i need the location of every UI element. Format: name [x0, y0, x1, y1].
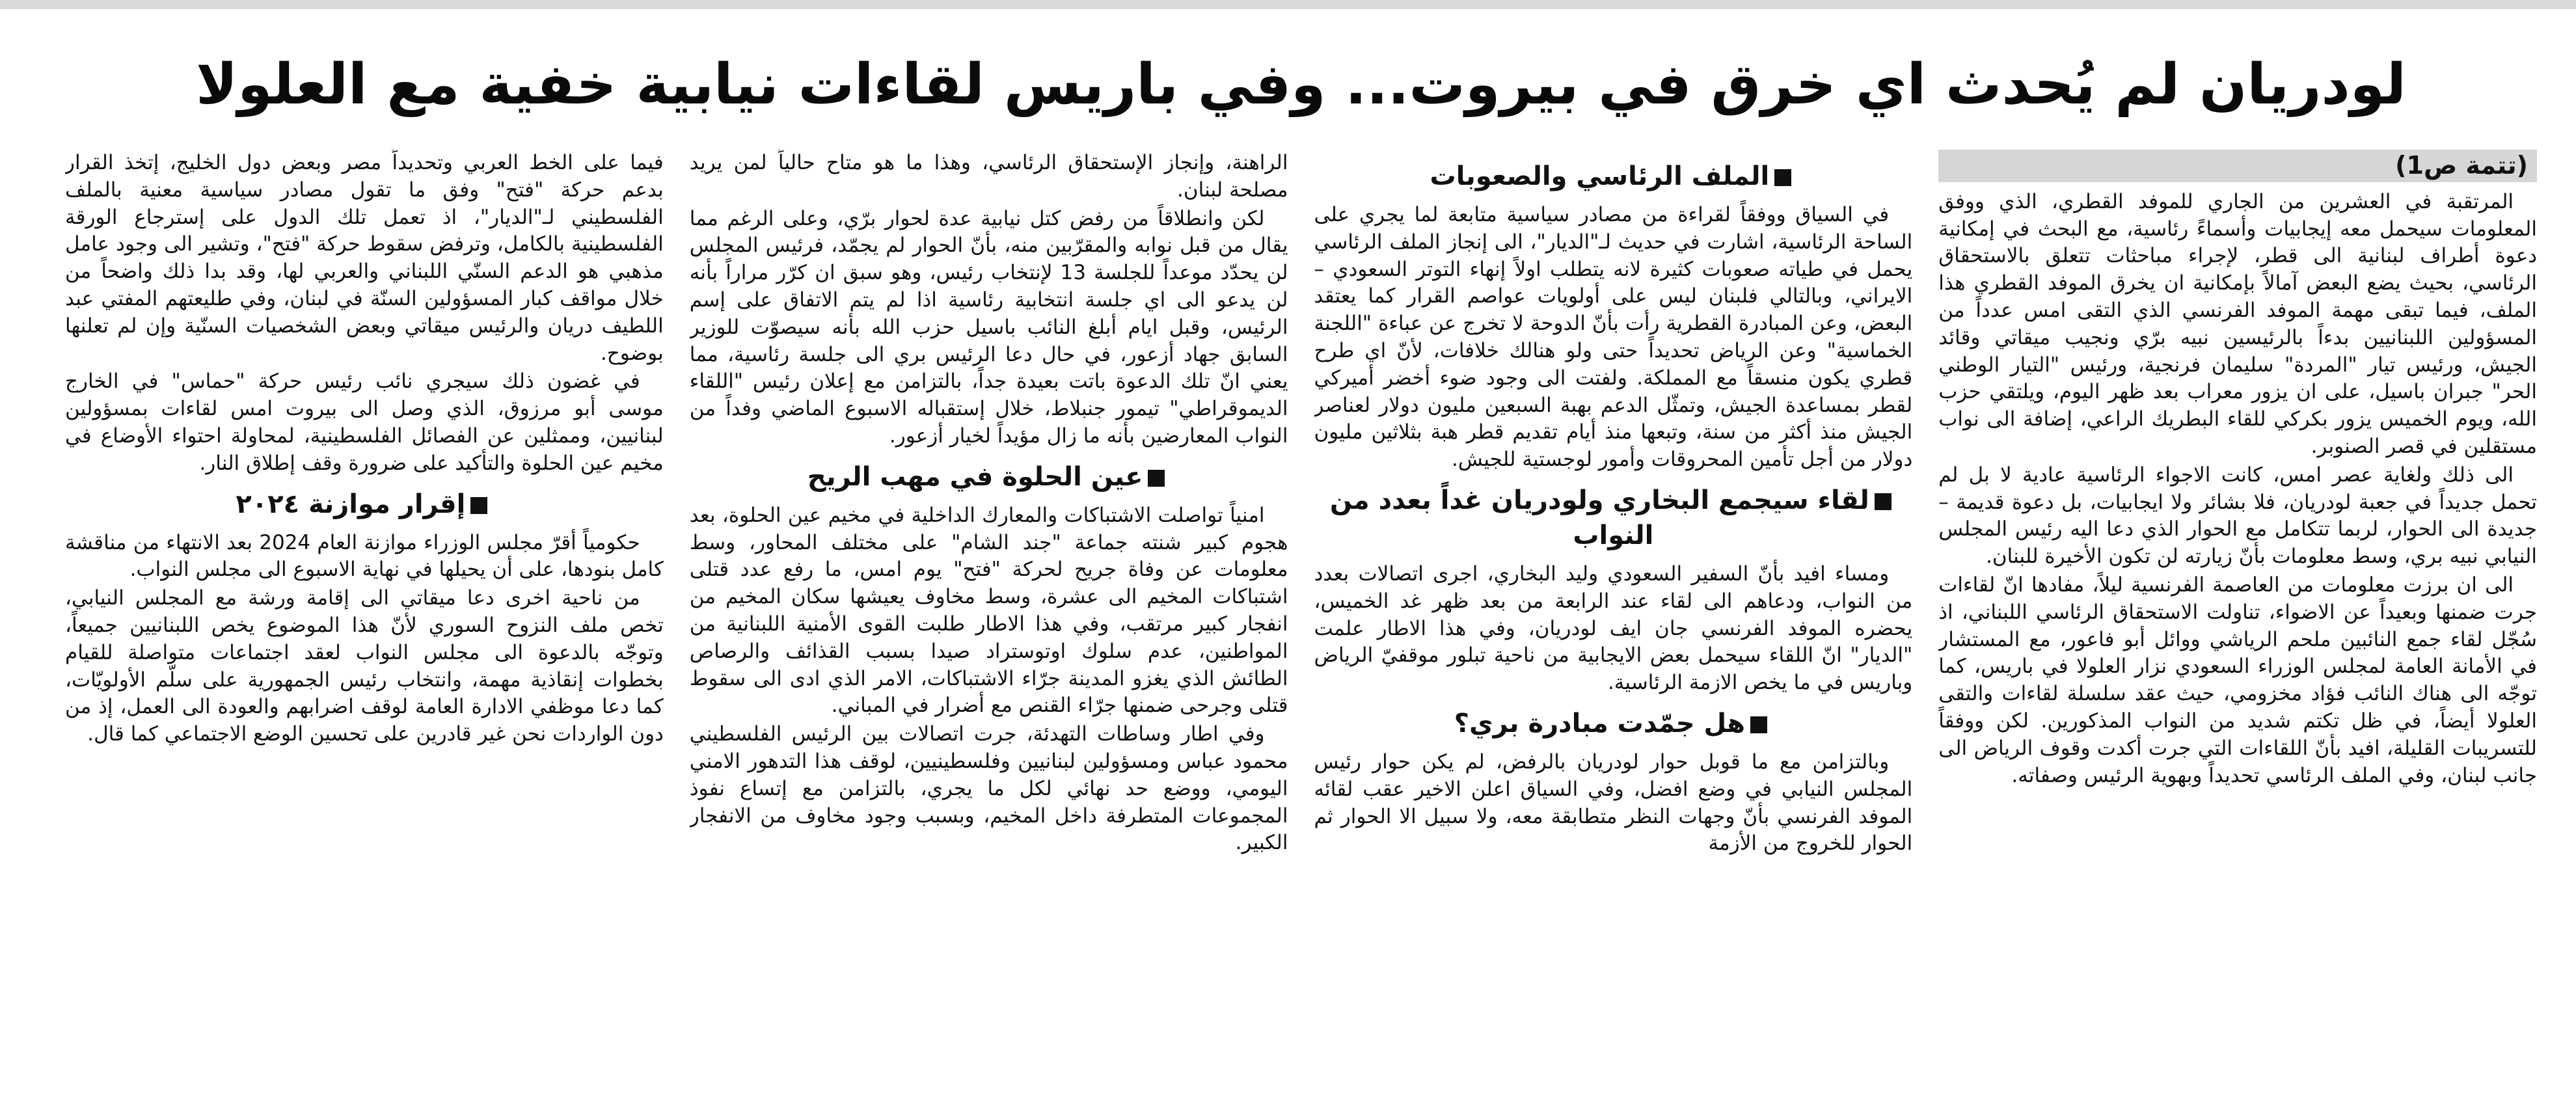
article-paragraph: الى ذلك ولغاية عصر امس، كانت الاجواء الرئاسية عادية لا بل لم تحمل جديداً في جعبة لودريان، فلا بشائر ولا ايجابيات، بل دعوة قديمة – جديدة الى الحوار، لربما تتكامل مع الحوار الذي دعا اليه رئيس المجلس النيابي نبيه بري، وسط معلومات بأنّ زيارته لن تكون الأخيرة للبنان. — [1938, 463, 2537, 569]
subheading-text: لقاء سيجمع البخاري ولودريان غداً بعدد من النواب — [1329, 485, 1869, 550]
article-paragraph: من ناحية اخرى دعا ميقاتي الى إقامة ورشة مع المجلس النيابي، تخص ملف النزوح السوري لأنّ هذا الموضوع يخص اللبنانيين جميعاً، وتوجّه بالدعوة الى مجلس النواب لعقد اجتماعات متواصلة للقيام بخطوات إنقاذية مهمة، وانتخاب رئيس الجمهورية على سلّم الأولويّات، كما دعا موظفي الادارة العامة لوقف اضرابهم والعودة الى العمل، إذ من دون الواردات نحن غير قادرين على تحسين الوضع الاجتماعي كما قال. — [65, 586, 664, 746]
section-subheading — [690, 459, 1288, 495]
square-bullet-icon — [1148, 470, 1165, 487]
section-subheading — [1314, 706, 1913, 741]
square-bullet-icon — [1774, 169, 1791, 186]
square-bullet-icon — [1750, 716, 1767, 733]
page-headline: لودريان لم يُحدث اي خرق في بيروت... وفي باريس لقاءات نيابية خفية مع العلولا — [196, 52, 2406, 117]
square-bullet-icon — [470, 497, 487, 514]
top-rule — [0, 0, 2576, 9]
article-paragraph: امنياً تواصلت الاشتباكات والمعارك الداخلية في مخيم عين الحلوة، بعد هجوم كبير شنته جماعة "جند الشام" على مختلف المحاور، وسط معلومات عن وفاة جريح لحركة "فتح" يوم امس، ما رفع عدد قتلى اشتباكات المخيم الى عشرة، وسط مخاوف يعيشها سكان المخيم من انفجار كبير مرتقب، وفي هذا الاطار طلبت القوى الأمنية اللبنانية من المواطنين، عدم سلوك اوتوستراد صيدا بسبب القذائف والرصاص الطائش الذي يغزو المدينة جرّاء الاشتباكات، الامر الذي ادى الى سقوط قتلى وجرحى ضمنها جرّاء القنص مع أضرار في المباني. — [689, 503, 1288, 718]
article-paragraph: فيما على الخط العربي وتحديداً مصر وبعض دول الخليج، إتخذ القرار بدعم حركة "فتح" وفق ما تقول مصادر سياسية معنية بالملف الفلسطيني لـ"الديار"، اذ تعمل تلك الدول على إسترجاع الورقة الفلسطينية بالكامل، وترفض سقوط حركة "فتح"، وتشير الى وجود عامل مذهبي هو الدعم السنّي اللبناني والعربي لها، وقد بدا ذلك واضحاً من خلال مواقف كبار المسؤولين السنّة في لبنان، وفي طليعتهم المفتي عبد اللطيف دريان والرئيس ميقاتي وبعض الشخصيات السنّية وإن لم تعلنها بوضوح. — [65, 151, 664, 365]
article-column-3 — [690, 150, 1288, 1099]
article-paragraph: المرتقبة في العشرين من الجاري للموفد القطري، الذي ووفق المعلومات سيحمل معه إيجابيات وأسماءً رئاسية، مع البحث في إمكانية دعوة أطراف لبنانية الى قطر، لإجراء مباحثات تتعلق بالاستحقاق الرئاسي، بحيث يضع البعض آمالاً بإمكانية ان يخرق الموفد القطري هذا الملف، فيما تبقى مهمة الموفد الفرنسي الذي التقى امس عدداً من المسؤولين اللبنانيين بدءاً بالرئيسين نبيه برّي ونجيب ميقاتي وقائد الجيش، ورئيس تيار "المردة" سليمان فرنجية، ورئيس "التيار الوطني الحر" جبران باسيل، على ان يزور معراب بعد ظهر اليوم، ويلتقي حزب الله، ويوم الخميس يزور بكركي للقاء البطريك الراعي، إضافة الى نواب مستقلين في قصر الصنوبر. — [1938, 189, 2537, 458]
subheading-text: الملف الرئاسي والصعوبات — [1430, 161, 1770, 191]
article-paragraph: لكن وانطلاقاً من رفض كتل نيابية عدة لحوار برّي، وعلى الرغم مما يقال من قبل نوابه والمقرّبين منه، بأنّ الحوار لم يجمّد، فرئيس المجلس لن يحدّد موعداً للجلسة 13 لإنتخاب رئيس، وهو سبق ان كرّر مراراً بأنه لن يدعو الى اي جلسة انتخابية رئاسية اذا لم يتم الاتفاق على إسم الرئيس، وقبل ايام أبلغ النائب باسيل حزب الله بأنه سيصوّت للوزير السابق جهاد أزعور، في حال دعا الرئيس بري الى جلسة رئاسية، مما يعني انّ تلك الدعوة باتت بعيدة جداً، بالتزامن مع إعلان رئيس "اللقاء الديموقراطي" تيمور جنبلاط، خلال إستقباله الاسبوع الماضي وفداً من النواب المعارضين بأنه ما زال مؤيداً لخيار أزعور. — [689, 206, 1288, 448]
article-column-4 — [65, 150, 664, 1099]
article-columns — [65, 150, 2537, 1099]
section-subheading — [65, 487, 664, 522]
article-column-1 — [1938, 150, 2537, 1099]
section-subheading — [1314, 159, 1913, 194]
subheading-text: عين الحلوة في مهب الريح — [807, 461, 1143, 492]
article-paragraph: حكومياً أقرّ مجلس الوزراء موازنة العام 2024 بعد الانتهاء من مناقشة كامل بنودها، على أن يحيلها في نهاية الاسبوع الى مجلس النواب. — [65, 530, 664, 582]
article-column-2 — [1314, 150, 1913, 1099]
square-bullet-icon — [1875, 493, 1891, 510]
section-subheading — [1314, 483, 1913, 553]
continuation-label: (تتمة ص1) — [1938, 150, 2537, 182]
article-paragraph: وبالتزامن مع ما قوبل حوار لودريان بالرفض، لم يكن حوار رئيس المجلس النيابي في وضع افضل، وفي السياق اعلن الاخير عقب لقائه الموفد الفرنسي بأنّ وجهات النظر متطابقة معه، ولا سبيل الا الحوار ثم الحوار للخروج من الأزمة — [1314, 750, 1913, 856]
article-paragraph: الراهنة، وإنجاز الإستحقاق الرئاسي، وهذا ما هو متاح حالياً لمن يريد مصلحة لبنان. — [689, 151, 1288, 202]
article-paragraph: ومساء افيد بأنّ السفير السعودي وليد البخاري، اجرى اتصالات بعدد من النواب، ودعاهم الى لقاء عند الرابعة من بعد ظهر غد الخميس، يحضره الموفد الفرنسي جان ايف لودريان، وفي هذا الاطار علمت "الديار" انّ اللقاء سيحمل بعض الايجابية من ناحية تبلور موقفيّ الرياض وباريس في ما يخص الازمة الرئاسية. — [1314, 562, 1913, 695]
subheading-text: هل جمّدت مبادرة بري؟ — [1454, 708, 1745, 739]
article-paragraph: في غضون ذلك سيجري نائب رئيس حركة "حماس" في الخارج موسى أبو مرزوق، الذي وصل الى بيروت امس لقاءات بمسؤولين لبنانيين، وممثلين عن الفصائل الفلسطينية، لمحاولة احتواء الأوضاع في مخيم عين الحلوة والتأكيد على ضرورة وقف إطلاق النار. — [65, 370, 664, 475]
article-paragraph: في السياق ووفقاً لقراءة من مصادر سياسية متابعة لما يجري على الساحة الرئاسية، اشارت في حديث لـ"الديار"، الى إنجاز الملف الرئاسي يحمل في طياته صعوبات كثيرة لانه يتطلب اولاً إنهاء التوتر السعودي – الايراني، وبالتالي فلبنان ليس على أولويات عواصم القرار كما يعتقد البعض، وعن المبادرة القطرية رأت بأنّ الدوحة لا تخرج عن عباءة "اللجنة الخماسية" وعن الرياض تحديداً حتى ولو هنالك خلافات، لأنّ اي طرح قطري يكون منسقاً مع المملكة. ولفتت الى وجود ضوء أخضر أميركي لقطر بمساعدة الجيش، وتمثّل الدعم بهبة السبعين مليون دولار لعناصر الجيش منذ أكثر من سنة، وتبعها منذ أيام تقديم قطر هبة بثلاثين مليون دولار من أجل تأمين المحروقات وأمور لوجستية للجيش. — [1314, 203, 1913, 472]
subheading-text: إقرار موازنة ٢٠٢٤ — [236, 489, 466, 519]
article-paragraph: وفي اطار وساطات التهدئة، جرت اتصالات بين الرئيس الفلسطيني محمود عباس ومسؤولين لبنانيين وفلسطينيين، لوقف هذا التدهور الامني اليومي، ووضع حد نهائي لكل ما يجري، بالتزامن مع إتساع نفوذ المجموعات المتطرفة داخل المخيم، وبسبب وجود مخاوف من الانفجار الكبير. — [689, 722, 1288, 855]
article-paragraph: الى ان برزت معلومات من العاصمة الفرنسية ليلاً، مفادها انّ لقاءات جرت ضمنها وبعيداً عن الاضواء، تناولت الاستحقاق الرئاسي اللبناني، اذ سُجّل لقاء جمع النائبين ملحم الرياشي ووائل أبو فاعور، مع المستشار في الأمانة العامة لمجلس الوزراء السعودي نزار العلولا في باريس، كما توجّه الى هناك النائب فؤاد مخزومي، حيث عقد سلسلة لقاءات والتقى العلولا أيضاً، في ظل تكتم شديد من النواب المذكورين. لكن ووفقاً للتسريبات القليلة، افيد بأنّ اللقاءات التي جرت أكدت وقوف الرياض الى جانب لبنان، وفي الملف الرئاسي تحديداً وبهوية الرئيس وصفاته. — [1938, 573, 2537, 787]
